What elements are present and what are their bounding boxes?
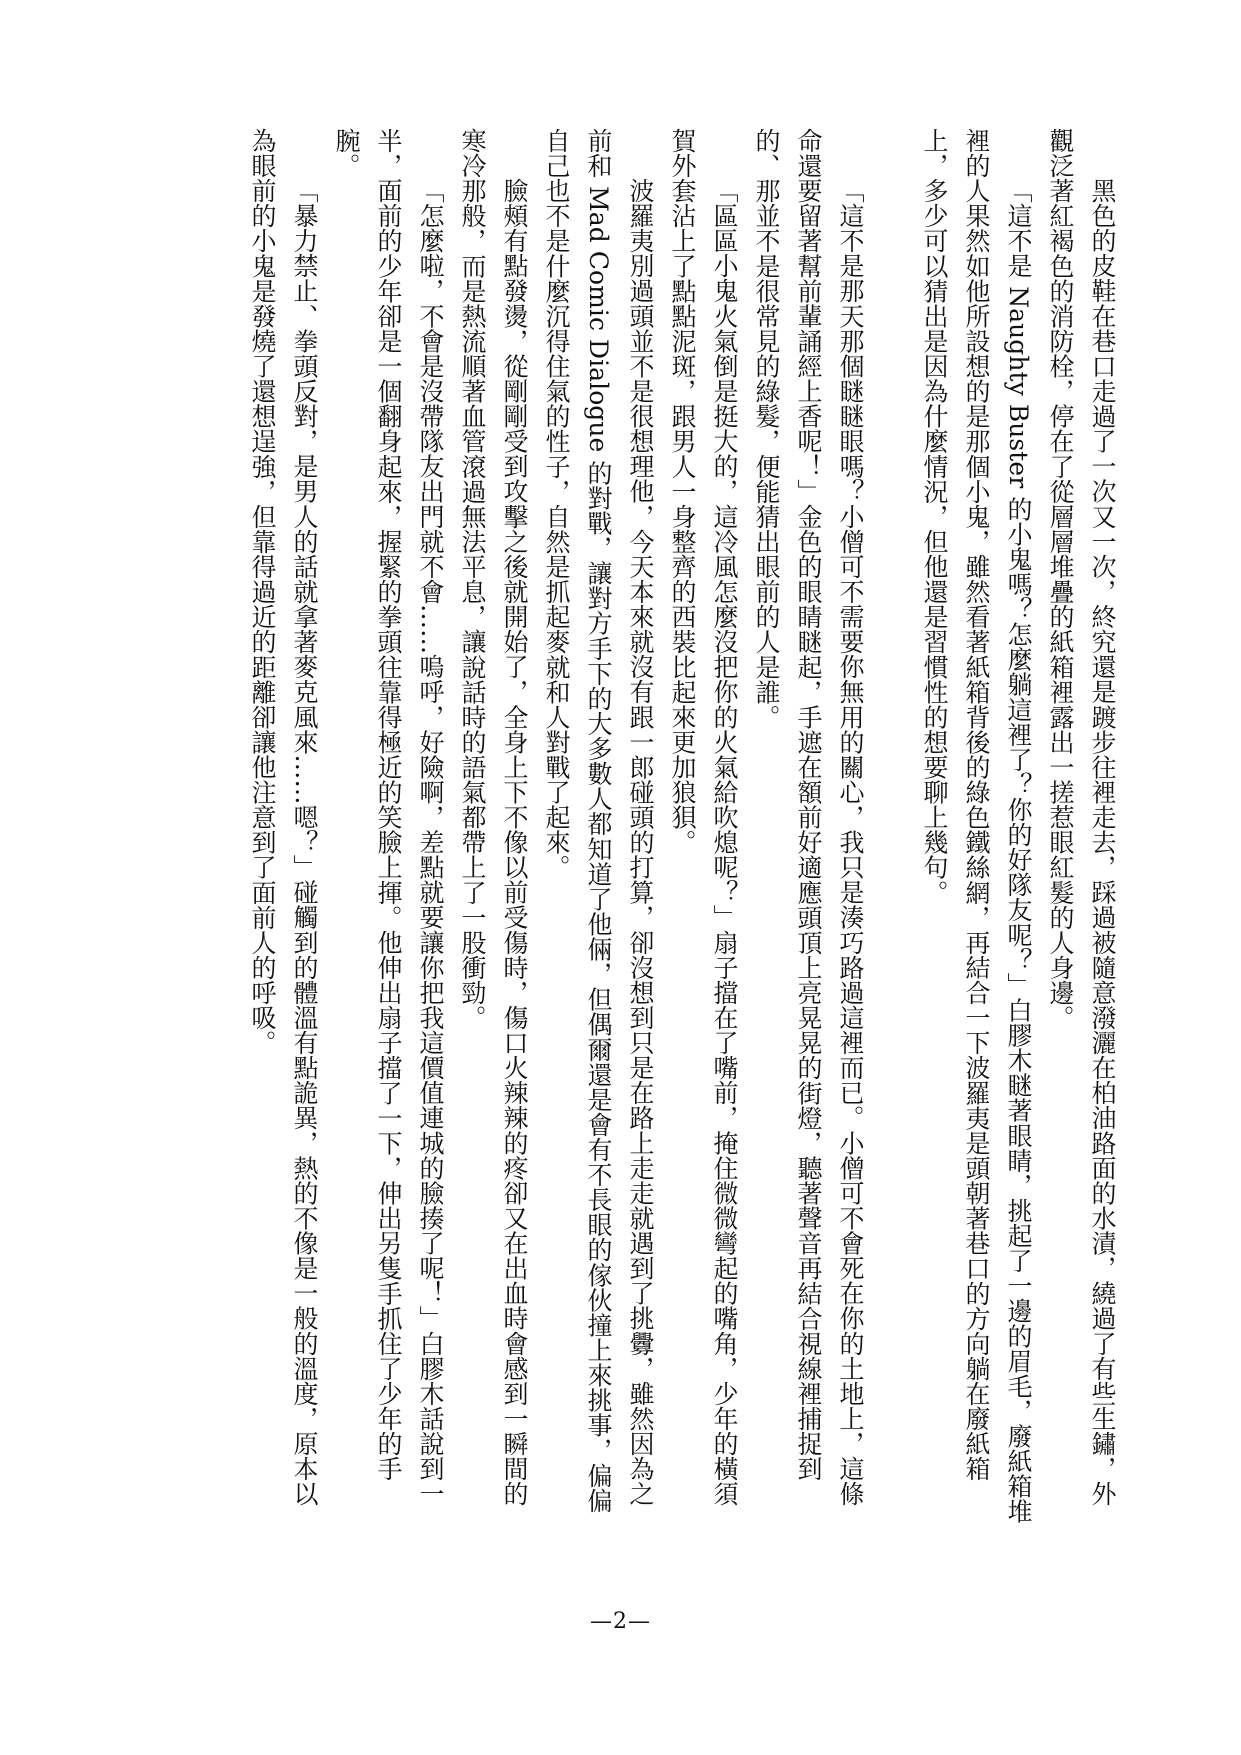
paragraph-8: 「暴力禁止、拳頭反對，是男人的話就拿著麥克風來……嗯？」碰觸到的體溫有點詭異，熱的不像是一般的溫度，原本以為眼前的小鬼是發燒了還想逞強，但靠得過近的距離卻讓他注意到了面前人的呼吸。 [248,128,319,1507]
body-text [107,128,1123,1528]
page-number: —2— [590,1609,651,1634]
paragraph-6: 臉頰有點發燙，從剛剛受到攻擊之後就開始了，全身上下不像以前受傷時，傷口火辣辣的疼卻又在出血時會感到一瞬間的寒冷那般，而是熱流順著血管滾過無法平息，讓說話時的語氣都帶上了一股衝勁。 [458,128,529,1507]
paragraph-2: 「這不是 Naughty Buster 的小鬼嗎？怎麼躺這裡了？你的好隊友呢？」白膠木瞇著眼睛，挑起了一邊的眉毛，廢紙箱堆裡的人果然如他所設想的是那個小鬼，雖然看著紙箱背後的綠色鐵絲網，再結合一下波羅夷是頭朝著巷口的方向躺在廢紙箱上，多少可以猜出是因為什麼情況，但他還是習慣性的想要聊上幾句。 [920,128,1033,1524]
paragraph-4: 「區區小鬼火氣倒是挺大的，這冷風怎麼沒把你的火氣給吹熄呢？」扇子擋在了嘴前，掩住微微彎起的嘴角，少年的橫須賀外套沾上了點點泥斑，跟男人一身整齊的西裝比起來更加狼狽。 [668,128,739,1507]
paragraph-1: 黑色的皮鞋在巷口走過了一次又一次，終究還是踱步往裡走去，踩過被隨意潑灑在柏油路面的水漬，繞過了有些生鏽，外觀泛著紅褐色的消防栓，停在了從層層堆疊的紙箱裡露出一搓惹眼紅髮的人身邊。 [1046,128,1117,1507]
paragraph-3: 「這不是那天那個瞇瞇眼嗎？小僧可不需要你無用的關心，我只是湊巧路過這裡而已。小僧可不會死在你的土地上，這條命還要留著幫前輩誦經上香呢！」金色的眼睛瞇起，手遮在額前好適應頭頂上亮晃晃的街燈，聽著聲音再結合視線裡捕捉到的、那並不是很常見的綠髮，便能猜出眼前的人是誰。 [752,128,865,1507]
paragraph-7: 「怎麼啦，不會是沒帶隊友出門就不會……嗚呼，好險啊，差點就要讓你把我這價值連城的臉揍了呢！」白膠木話說到一半，面前的少年卻是一個翻身起來，握緊的拳頭往靠得極近的笑臉上揮。他伸出扇子擋了一下，伸出另隻手抓住了少年的手腕。 [332,128,445,1507]
paragraph-5: 波羅夷別過頭並不是很想理他，今天本來就沒有跟一郎碰頭的打算，卻沒想到只是在路上走走就遇到了挑釁，雖然因為之前和 Mad Comic Dialogue 的對戰，讓對方手下的大多數人都知道了他倆，但偶爾還是會有不長眼的傢伙撞上來挑事，偏偏自己也不是什麼沉得住氣的性子，自然是抓起麥就和人對戰了起來。 [542,128,655,1513]
